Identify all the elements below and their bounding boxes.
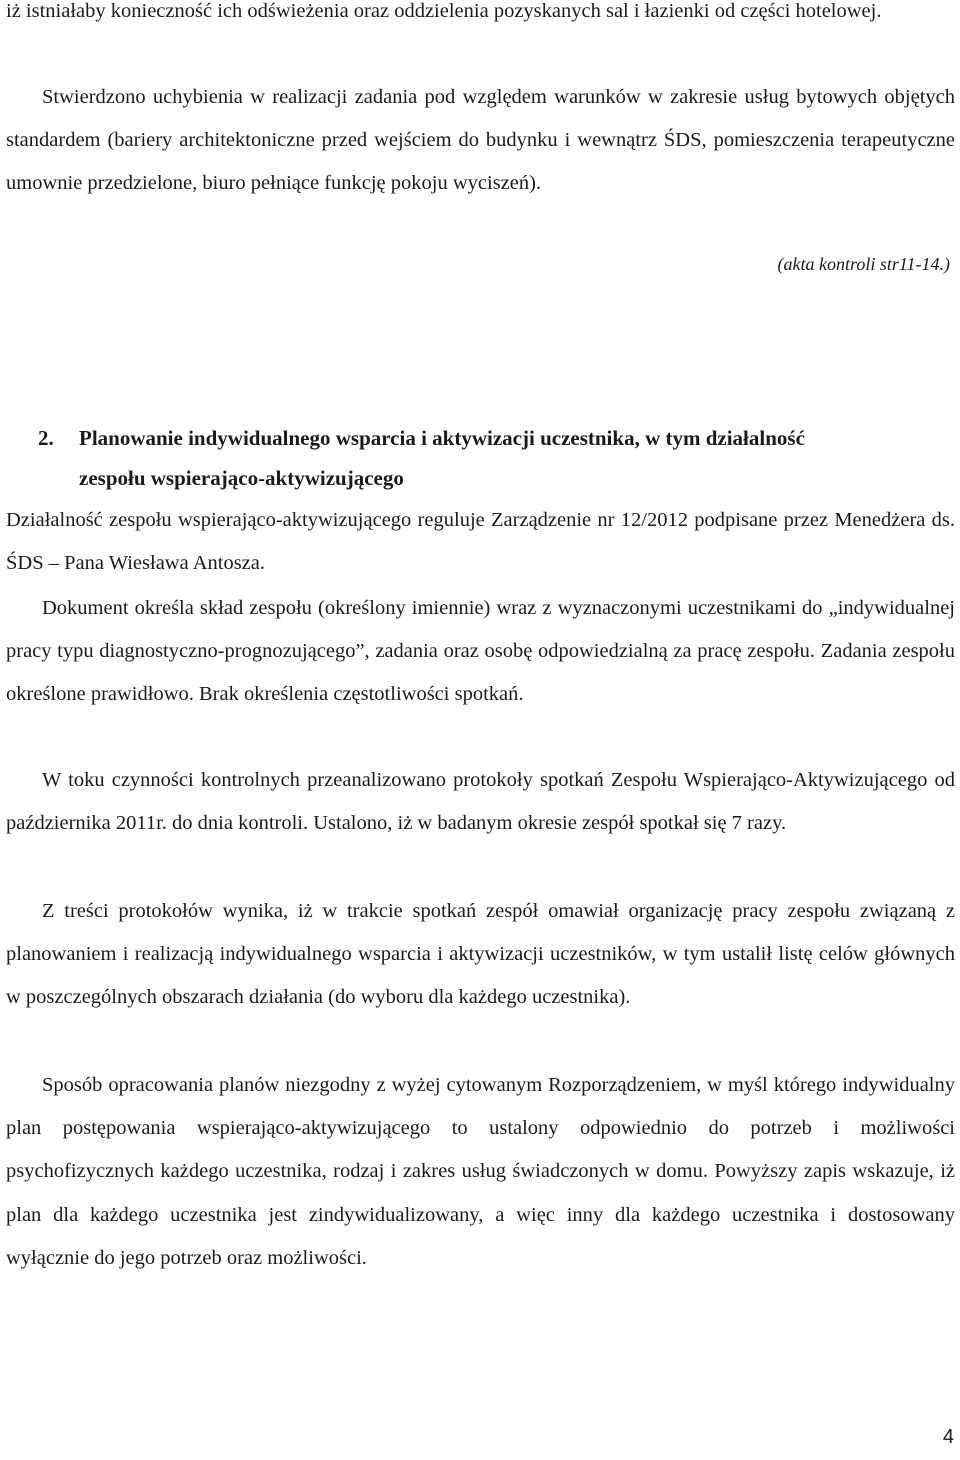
paragraph-regulation: Działalność zespołu wspierająco-aktywizującego reguluje Zarządzenie nr 12/2012 podpisane przez Menedżera ds. ŚDS – Pana Wiesława Antosza. bbox=[6, 509, 955, 575]
paragraph-protocols: Z treści protokołów wynika, iż w trakcie spotkań zespół omawiał organizację pracy zespołu związaną z planowaniem i realizacją indywidualnego wsparcia i aktywizacji uczestników, w tym ustalił listę celów głównych w poszczególnych obszarach działania (do wyboru dla każdego uczestnika). bbox=[6, 900, 955, 1009]
section-title-line-2: zespołu wspierająco-aktywizującego bbox=[79, 466, 404, 490]
paragraph-plans: Sposób opracowania planów niezgodny z wyżej cytowanym Rozporządzeniem, w myśl którego indywidualny plan postępowania wspierająco-aktywizującego to ustalony odpowiednio do potrzeb i możliwości psychofizycznych każdego uczestnika, rodzaj i zakres usług świadczonych w domu. Powyższy zapis wskazuje, iż plan dla każdego uczestnika jest zindywidualizowany, a więc inny dla każdego uczestnika i dostosowany wyłącznie do jego potrzeb oraz możliwości. bbox=[6, 1074, 955, 1269]
paragraph-document-scope: Dokument określa skład zespołu (określony imiennie) wraz z wyznaczonymi uczestnikami do „indywidualnej pracy typu diagnostyczno-prognozującego”, zadania oraz osobę odpowiedzialną za pracę zespołu. Zadania zespołu określone prawidłowo. Brak określenia częstotliwości spotkań. bbox=[6, 597, 955, 706]
paragraph-meetings: W toku czynności kontrolnych przeanalizowano protokoły spotkań Zespołu Wspierająco-Aktywizującego od października 2011r. do dnia kontroli. Ustalono, iż w badanym okresie zespół spotkał się 7 razy. bbox=[6, 769, 955, 835]
paragraph-irregularities: Stwierdzono uchybienia w realizacji zadania pod względem warunków w zakresie usług bytowych objętych standardem (bariery architektoniczne przed wejściem do budynku i wewnątrz ŚDS, pomieszczenia terapeutyczne umownie przedzielone, biuro pełniące funkcję pokoju wyciszeń). bbox=[6, 86, 955, 195]
section-number: 2. bbox=[38, 426, 54, 450]
page-number: 4 bbox=[942, 1426, 954, 1448]
reference-note: (akta kontroli str11-14.) bbox=[777, 254, 950, 274]
paragraph-continuation: iż istniałaby konieczność ich odświeżenia oraz oddzielenia pozyskanych sal i łazienki od części hotelowej. bbox=[6, 0, 882, 22]
section-title-line-1: Planowanie indywidualnego wsparcia i aktywizacji uczestnika, w tym działalność bbox=[79, 426, 805, 450]
